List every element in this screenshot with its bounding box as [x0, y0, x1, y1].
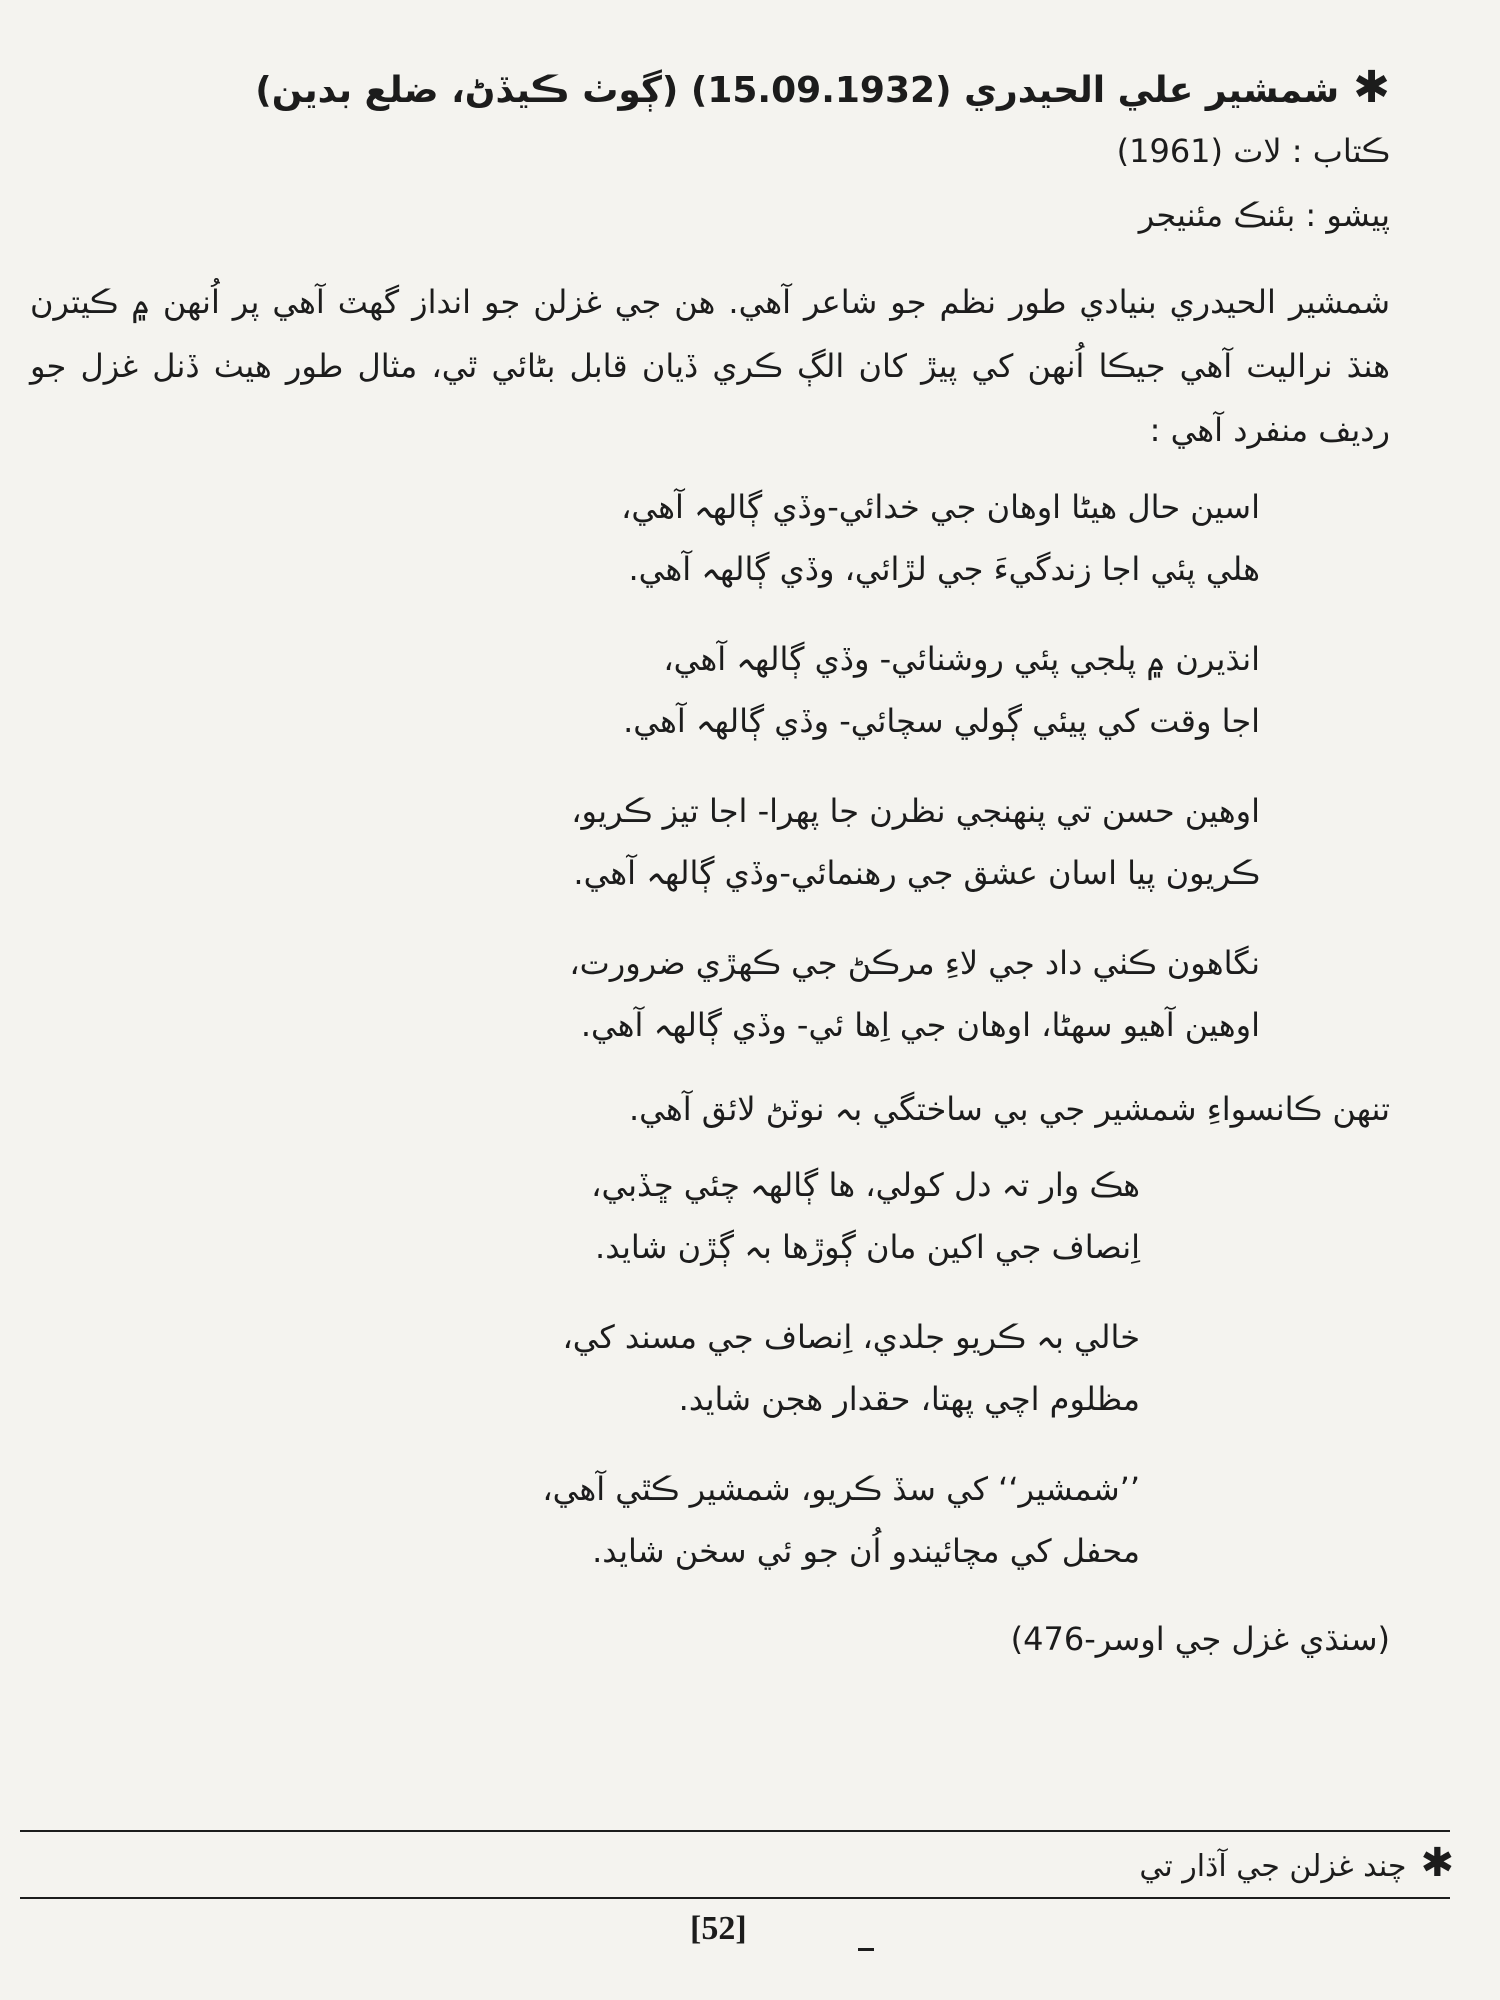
verse-line: محفل کي مچائيندو اُن جو ئي سخن شايد. — [592, 1532, 1140, 1570]
asterisk-icon: ✱ — [1353, 62, 1390, 113]
poet-heading — [255, 62, 1390, 113]
source-citation: (سنڌي غزل جي اوسر-476) — [1010, 1620, 1390, 1658]
verse-line: اوهين حسن تي پنهنجي نظرن جا پهرا- اجا تيز ڪريو، — [571, 792, 1260, 830]
verse-line: انڌيرن ۾ پلجي پئي روشنائي- وڏي ڳالهہ آهي، — [663, 640, 1260, 678]
verse-line: هڪ وار تہ دل کولي، ها ڳالهہ چئي ڇڏبي، — [591, 1166, 1140, 1204]
asterisk-icon: ✱ — [1420, 1840, 1454, 1886]
footnote — [1139, 1840, 1454, 1886]
verse-line: اوهين آهيو سهڻا، اوهان جي اِها ئي- وڏي ڳالهہ آهي. — [580, 1006, 1260, 1044]
verse-line: مظلوم اچي پهتا، حقدار هجن شايد. — [678, 1380, 1140, 1418]
book-line: ڪتاب : لات (1961) — [1116, 132, 1390, 170]
verse-line: ’’شمشير‘‘ کي سڏ ڪريو، شمشير ڪٿي آهي، — [542, 1470, 1140, 1508]
verse-line: ڪريون پيا اسان عشق جي رهنمائي-وڏي ڳالهہ آهي. — [573, 854, 1260, 892]
footnote-divider-bottom — [20, 1897, 1450, 1899]
page-number: [52] — [690, 1910, 747, 1947]
transition-line: تنهن ڪانسواءِ شمشير جي بي ساختگي بہ نوٽڻ لائق آهي. — [628, 1090, 1390, 1128]
verse-line: خالي بہ ڪريو جلدي، اِنصاف جي مسند کي، — [562, 1318, 1140, 1356]
verse-line: اسين حال هيڻا اوهان جي خدائي-وڏي ڳالهہ آهي، — [621, 488, 1260, 526]
poet-title: شمشير علي الحيدري (15.09.1932) (ڳوٺ ڪيڏڻ، ضلع بدين) — [255, 70, 1340, 111]
verse-line: اجا وقت کي پيئي ڳولي سچائي- وڏي ڳالهہ آهي. — [623, 702, 1260, 740]
verse-line: نگاهون ڪٺي داد جي لاءِ مرڪڻ جي ڪهڙي ضرورت، — [569, 944, 1260, 982]
profession-line: پيشو : بئنڪ مئنيجر — [1138, 196, 1390, 234]
verse-line: هلي پئي اجا زندگيءَ جي لڙائي، وڏي ڳالهہ آهي. — [628, 550, 1260, 588]
footnote-divider-top — [20, 1830, 1450, 1832]
footnote-text: چند غزلن جي آڌار تي — [1139, 1849, 1407, 1884]
verse-line: اِنصاف جي اکين مان ڳوڙها بہ ڳڙن شايد. — [595, 1228, 1140, 1266]
intro-paragraph: شمشير الحيدري بنيادي طور نظم جو شاعر آهي. هن جي غزلن جو انداز گهٽ آهي پر اُنهن ۾ ڪيترن هنڌ نراليت آهي جيڪا اُنهن کي پيڙ کان الڳ ڪري ڏيان قابل بڻائي ٿي، مثال طور هيٺ ڏنل غزل جو رديف منفرد آهي : — [30, 283, 1390, 449]
stray-mark — [858, 1948, 874, 1951]
